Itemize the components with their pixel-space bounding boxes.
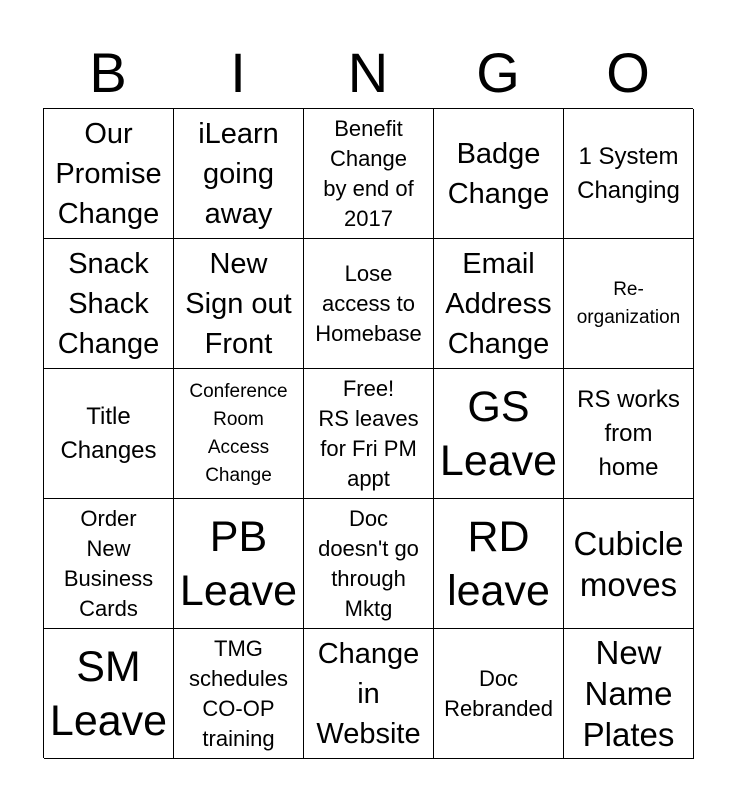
bingo-cell[interactable]: Our Promise Change [44, 109, 174, 239]
bingo-cell[interactable]: Snack Shack Change [44, 239, 174, 369]
bingo-board [43, 108, 693, 758]
header-letter-g: G [476, 41, 520, 104]
bingo-cell[interactable]: Order New Business Cards [44, 499, 174, 629]
bingo-cell[interactable]: Change in Website [304, 629, 434, 759]
bingo-cell[interactable]: SM Leave [44, 629, 174, 759]
bingo-cell[interactable]: Email Address Change [434, 239, 564, 369]
bingo-header [43, 42, 693, 104]
bingo-cell[interactable]: Doc doesn't go through Mktg [304, 499, 434, 629]
bingo-cell[interactable]: Free! RS leaves for Fri PM appt [304, 369, 434, 499]
bingo-cell[interactable]: New Sign out Front [174, 239, 304, 369]
bingo-cell[interactable]: TMG schedules CO-OP training [174, 629, 304, 759]
bingo-cell[interactable]: Benefit Change by end of 2017 [304, 109, 434, 239]
bingo-cell[interactable]: RD leave [434, 499, 564, 629]
bingo-cell[interactable]: iLearn going away [174, 109, 304, 239]
bingo-cell[interactable]: RS works from home [564, 369, 694, 499]
bingo-cell[interactable]: Cubicle moves [564, 499, 694, 629]
bingo-cell[interactable]: 1 System Changing [564, 109, 694, 239]
bingo-cell[interactable]: Doc Rebranded [434, 629, 564, 759]
header-letter-b: B [89, 41, 127, 104]
header-letter-n: N [347, 41, 389, 104]
bingo-cell[interactable]: PB Leave [174, 499, 304, 629]
bingo-cell[interactable]: Badge Change [434, 109, 564, 239]
bingo-cell[interactable]: Lose access to Homebase [304, 239, 434, 369]
bingo-cell[interactable]: GS Leave [434, 369, 564, 499]
bingo-cell[interactable]: New Name Plates [564, 629, 694, 759]
bingo-cell[interactable]: Title Changes [44, 369, 174, 499]
header-letter-o: O [606, 41, 650, 104]
header-letter-i: I [230, 41, 246, 104]
bingo-cell[interactable]: Conference Room Access Change [174, 369, 304, 499]
bingo-cell[interactable]: Re- organization [564, 239, 694, 369]
